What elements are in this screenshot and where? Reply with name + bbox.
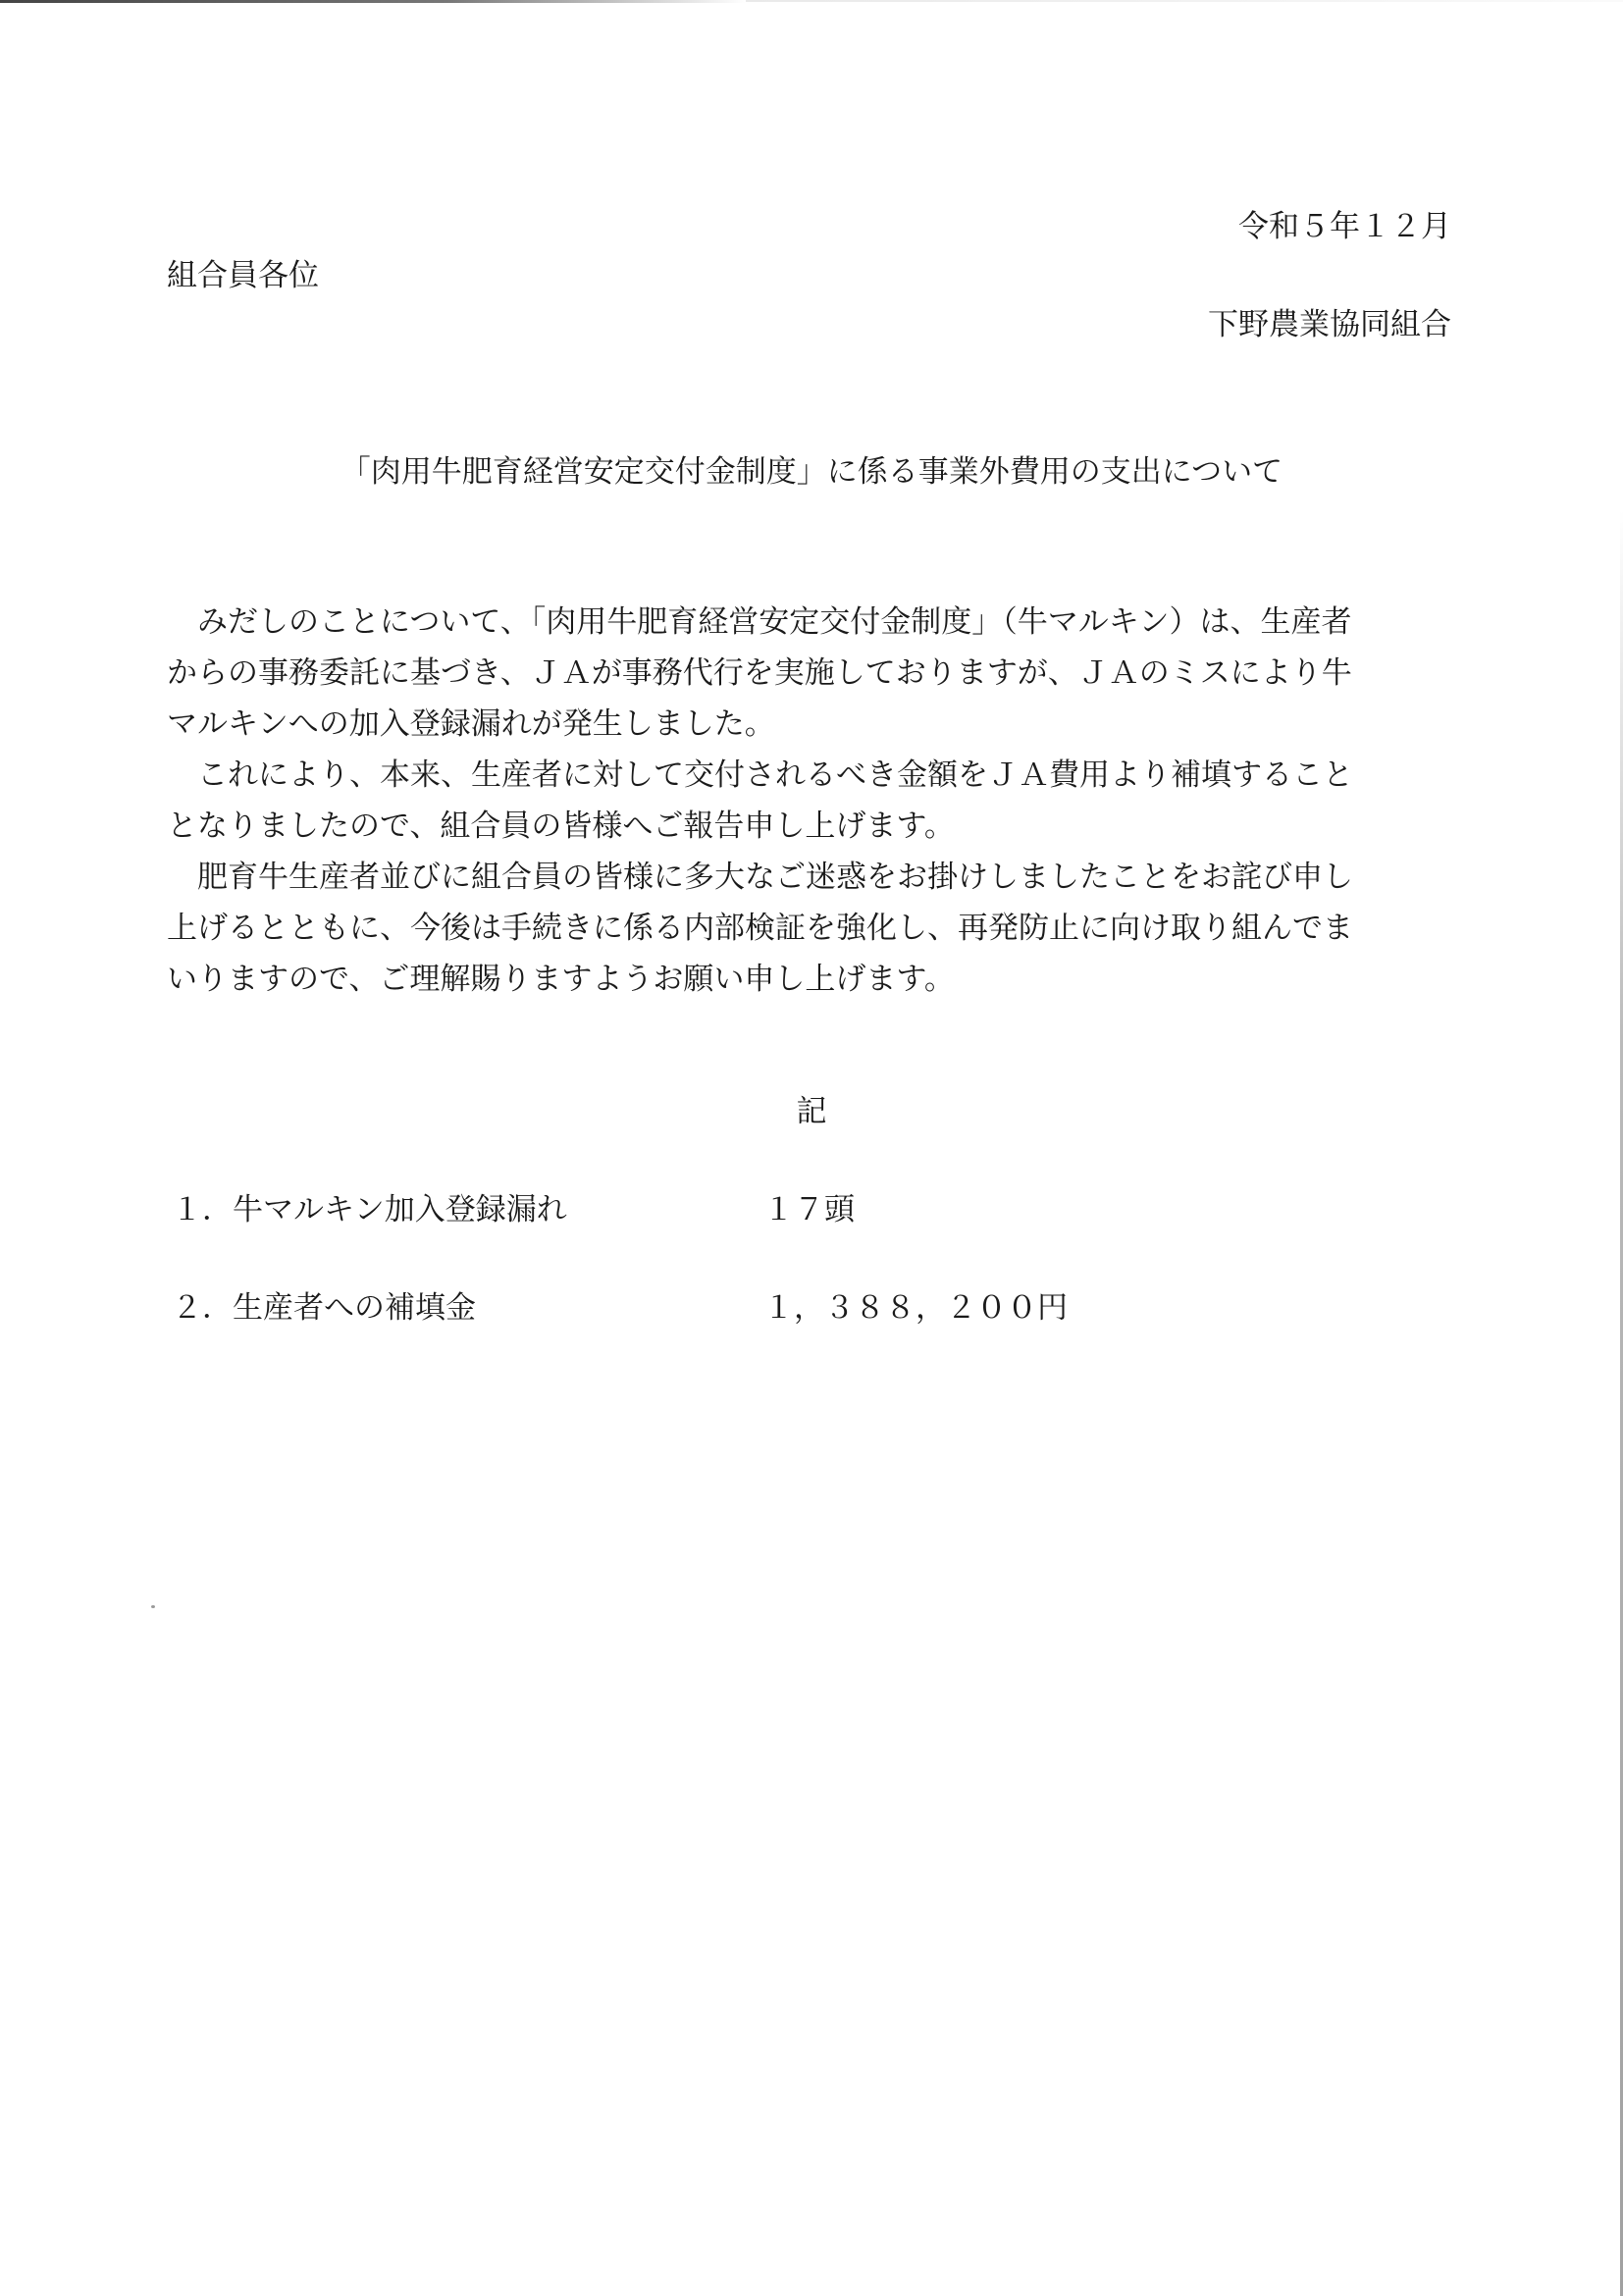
scan-edge-top-right [746,0,1623,2]
notes-heading: 記 [796,1094,827,1129]
body-line: いりますので、ご理解賜りますようお願い申し上げます。 [167,962,955,997]
scan-edge-top [0,0,746,3]
body-line: マルキンへの加入登録漏れが発生しました。 [167,706,775,742]
document-date: 令和５年１２月 [1238,209,1451,244]
body-line: これにより、本来、生産者に対して交付されるべき金額をＪＡ費用より補填すること [167,757,1353,793]
note-item-value: １７頭 [763,1192,855,1227]
scan-speck [151,1605,155,1608]
body-line: からの事務委託に基づき、ＪＡが事務代行を実施しておりますが、ＪＡのミスにより牛 [167,655,1352,691]
note-item-value: １，３８８，２００円 [763,1290,1068,1326]
body-line: みだしのことについて、「肉用牛肥育経営安定交付金制度」（牛マルキン）は、生産者 [167,604,1352,640]
body-line: 肥育牛生産者並びに組合員の皆様に多大なご迷惑をお掛けしましたことをお詫び申し [167,860,1353,895]
document-body [167,597,1462,1005]
body-line: 上げるとともに、今後は手続きに係る内部検証を強化し、再発防止に向け取り組んでま [167,911,1353,946]
document-recipient: 組合員各位 [167,258,319,293]
document-title: 「肉用牛肥育経営安定交付金制度」に係る事業外費用の支出について [340,454,1283,490]
document-sender: 下野農業協同組合 [1208,307,1451,342]
note-item-label: １．牛マルキン加入登録漏れ [172,1192,567,1227]
body-line: となりましたので、組合員の皆様へご報告申し上げます。 [167,809,955,844]
note-item-label: ２．生産者への補填金 [172,1290,476,1326]
